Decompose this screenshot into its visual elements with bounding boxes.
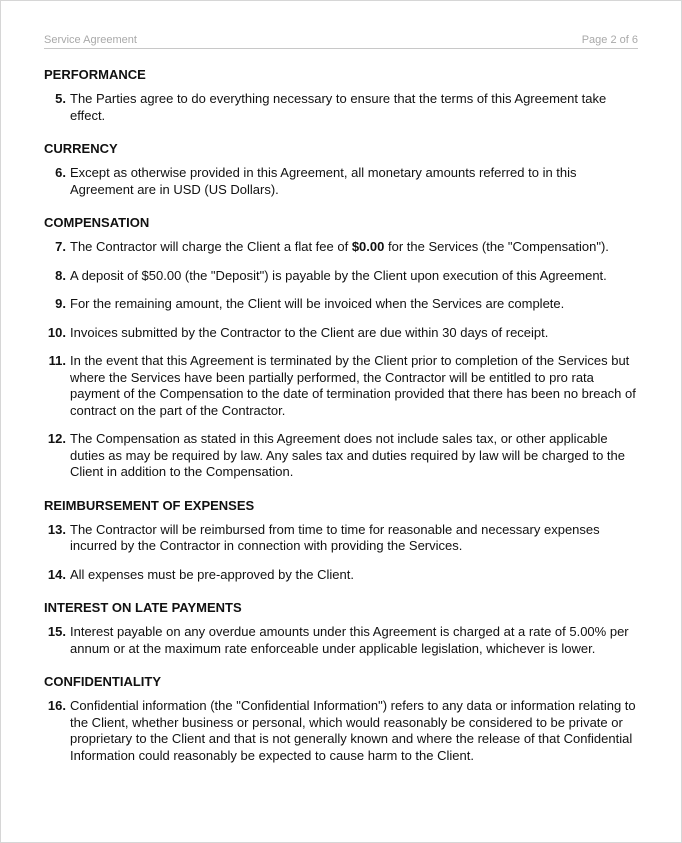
clause-number: 6. [55,165,66,180]
clause-text: The Parties agree to do everything necessary to ensure that the terms of this Agreement take effect. [70,91,607,123]
clause-text: Except as otherwise provided in this Agreement, all monetary amounts referred to in this Agreement are in USD (US Dollars). [70,165,577,197]
clause-text: A deposit of $50.00 (the "Deposit") is payable by the Client upon execution of this Agreement. [70,267,607,283]
clause-number: 9. [55,296,66,311]
clause-text-part: for the Services (the "Compensation"). [384,239,609,254]
clause-text: Invoices submitted by the Contractor to the Client are due within 30 days of receipt. [70,324,549,340]
clause-text: The Compensation as stated in this Agreement does not include sales tax, or other applicable duties as may be required by law. Any sales tax and duties required by law will be charged to the Client in addition to the Compensation. [70,431,625,479]
clause-14 [44,567,642,584]
document-title: Service Agreement [44,34,137,46]
clause-number: 5. [55,91,66,106]
section-heading-reimbursement: REIMBURSEMENT OF EXPENSES [44,497,255,513]
section-heading-performance: PERFORMANCE [44,67,146,82]
clause-number: 13. [47,521,66,537]
clause-9 [44,296,642,313]
clause-15 [44,624,642,657]
clause-8 [44,268,642,285]
clause-text: The Contractor will be reimbursed from time to time for reasonable and necessary expenses incurred by the Contractor in connection with providing the Services. [70,521,600,553]
clause-number: 15. [47,624,66,639]
clause-10 [44,325,642,342]
clause-7 [44,239,642,256]
clause-12 [44,431,642,481]
flat-fee-amount: $0.00 [351,239,385,254]
page-header [44,34,638,49]
clause-number: 10. [47,324,66,340]
clause-13 [44,522,642,555]
clause-11 [44,353,642,419]
page-number: Page 2 of 6 [581,34,638,46]
section-heading-confidentiality: CONFIDENTIALITY [44,674,161,689]
clause-text: Interest payable on any overdue amounts under this Agreement is charged at a rate of 5.00% per annum or at the maximum rate enforceable under applicable legislation, whichever is lower. [70,624,629,656]
clause-number: 16. [47,698,66,713]
clause-text: In the event that this Agreement is terminated by the Client prior to completion of the Services but where the Services have been partially performed, the Contractor will be entitled to pro rata payment of the Compensation to the date of termination provided that there has been no breach of contract on the part of the Contractor. [70,353,636,418]
clause-16 [44,698,642,764]
section-heading-compensation: COMPENSATION [44,215,150,230]
clause-text: For the remaining amount, the Client will be invoiced when the Services are complete. [70,296,565,311]
clause-number: 14. [47,566,66,582]
clause-5 [44,91,642,124]
clause-number: 8. [55,267,66,283]
clause-text: All expenses must be pre-approved by the Client. [70,566,354,582]
clause-text: Confidential information (the "Confidential Information") refers to any data or information relating to the Client, whether business or personal, which would reasonably be considered to be private or proprietary to the Client and that is not generally known and where the release of that Confidential Information could reasonably be expected to cause harm to the Client. [70,698,636,763]
section-heading-interest: INTEREST ON LATE PAYMENTS [44,600,242,615]
clause-number: 12. [47,431,66,446]
clause-text-part: The Contractor will charge the Client a flat fee of [70,239,352,254]
document-body [44,67,642,776]
clause-number: 11. [48,353,66,368]
clause-number: 7. [55,239,66,254]
section-heading-currency: CURRENCY [44,141,118,156]
clause-6 [44,165,642,198]
clause-text [70,239,609,254]
